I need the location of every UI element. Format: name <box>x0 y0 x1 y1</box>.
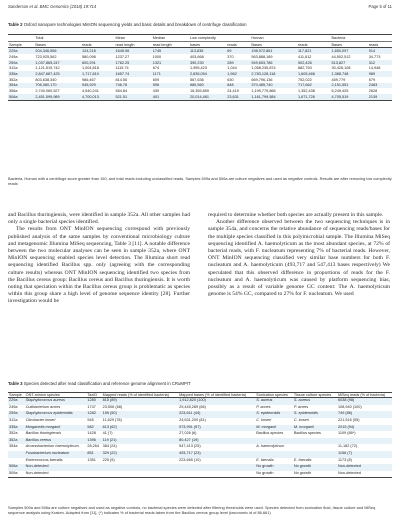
table-cell: Staphylococcus epidermidis <box>25 411 87 418</box>
table-cell: 259a <box>8 411 25 418</box>
table2-caption-text: Oxford nanopore technologies MinION sequencing yields and basic details and breakdown of centrifuge classification <box>22 22 247 27</box>
table-cell: 1115.74 <box>115 66 129 71</box>
table-cell: S. epidermidis <box>255 411 293 418</box>
table-cell: 1109 (86*) <box>338 431 356 436</box>
table-cell: 2,451,599,989 <box>34 94 81 100</box>
table-cell: 573,991 (57) <box>178 425 255 432</box>
table-cell: 547,413 (25) <box>179 444 201 449</box>
table2-body <box>8 48 392 100</box>
table-cell <box>255 451 293 458</box>
body-paragraph: required to determine whether both species are actually present in this sample. <box>208 212 384 218</box>
table2-column-header: Bases <box>34 41 81 48</box>
table-cell: 945,929 <box>81 83 115 89</box>
table-cell: 706,380,170 <box>34 83 81 89</box>
table-cell: 669,796,136 <box>251 77 273 82</box>
table-row <box>8 418 392 425</box>
table-cell: 2,151,551 <box>330 83 367 89</box>
table-cell: 1173 (8) <box>338 457 352 462</box>
header-page-number: Page 5 of 11 <box>368 4 392 9</box>
table-cell: 1237.27 <box>115 54 130 59</box>
table-cell: 1,199,779,866 <box>251 89 276 94</box>
table-cell: 1,671,726 <box>297 94 331 100</box>
table-cell: Fusobacterium nucleatum <box>25 451 87 458</box>
table-cell: 289 <box>226 60 250 66</box>
table-row <box>8 451 392 458</box>
table-cell: 1,352,438 <box>297 89 315 94</box>
table2-column-header: Bases <box>250 41 297 48</box>
table-cell: Non-detected <box>337 464 392 471</box>
table2-group-header-row <box>8 35 392 42</box>
table-cell: 29,445,289 (66) <box>179 404 206 409</box>
table-cell: 390,230 <box>189 60 226 66</box>
table-cell: 2,835,054 <box>189 71 226 77</box>
table-cell: 803,638,340 <box>35 77 57 82</box>
table-cell: 403,668 <box>189 54 204 59</box>
table2-column-header-row <box>8 41 392 48</box>
table-cell: 1,044 <box>227 66 237 71</box>
table2-column-header: Sample <box>8 41 34 48</box>
table-cell: 312 <box>368 60 392 66</box>
table-cell: 229a <box>8 48 34 54</box>
table-cell: 1282 <box>86 411 101 418</box>
table-cell <box>337 438 392 445</box>
table-cell: 502,426 <box>297 60 331 66</box>
table-cell: 752,022 <box>297 77 312 82</box>
table-cell: 30,426,108 <box>331 66 351 71</box>
table-cell: 259a <box>8 60 34 66</box>
table-cell: 506a <box>8 94 34 100</box>
table2-column-header: read length <box>114 41 151 48</box>
table-cell: 989 <box>368 71 392 77</box>
table-cell: 746.76 <box>114 83 151 89</box>
table-cell: 521.51 <box>114 94 151 100</box>
table-cell <box>293 444 337 451</box>
table-cell: No growth <box>293 464 337 471</box>
table-cell: 1,004,818 <box>81 66 99 71</box>
table-cell: 567,636 <box>189 77 204 82</box>
table-cell: 80,427 (19) <box>178 438 255 445</box>
table-cell: 4,700,013 <box>81 94 115 100</box>
table-cell <box>8 451 25 458</box>
table-cell: 600,291 <box>81 60 115 66</box>
table-cell: 352a <box>9 77 18 82</box>
table-cell: P. acnes <box>256 404 271 409</box>
table-cell: Arcanobacterium haemolyticum <box>25 444 79 449</box>
body-paragraph: Another difference observed between the two sequencing techniques is in sample 354a, and concerns the relative abundance of sequencing reads/bases for the multiple species classified in this polymicrobial sample. The Illumina MiSeq sequencing identified A. haemolyticum as the most abundant species, at 72% of bacterial reads, with F. nucleatum representing 7% of bacterial reads. However, ONT MinION sequencing classified very similar base numbers for both F. nucleatum and A. haemolyticum (493,717 and 547,413 bases respectively) We speculated that this observed difference in proportions of reads for the F. nucleatum and A. haemolyticum was caused by platform sequencing bias, possibly as a result of variable genome GC content: The A. haemolyticum genome is 54% GC, compared to 27% for F. nucleatum. We used <box>208 219 390 298</box>
table-cell: 108,940 (100) <box>338 404 362 409</box>
table-cell: 596 <box>152 83 189 89</box>
table-cell: 815 (89) <box>102 398 178 405</box>
table-cell: 352a <box>8 438 25 445</box>
table-cell: No growth <box>293 470 312 475</box>
table-cell: 354a <box>9 444 18 449</box>
table-cell: 2483 <box>368 83 392 89</box>
table-cell: 2,847,687,425 <box>34 71 81 77</box>
table-cell: 198,972,861 <box>250 48 297 54</box>
table-row <box>8 438 392 445</box>
table-row <box>8 458 392 465</box>
table-cell: 249a <box>9 404 18 409</box>
table-cell: 2,783,128,118 <box>250 71 297 77</box>
table-row <box>8 471 392 478</box>
table2-column-header: reads <box>81 41 115 48</box>
table-row <box>8 425 392 432</box>
table-cell: 2628 <box>368 89 378 94</box>
table-cell: Morganella morganii <box>25 425 87 432</box>
table3-column-header: MiSeq reads (% of bacteria) <box>337 393 392 398</box>
table-cell: 28,264 <box>87 444 100 449</box>
table-cell <box>102 464 178 471</box>
table-cell: Staphylococcus aureus <box>25 398 87 405</box>
table-cell: Citrobacter koseri <box>25 417 56 422</box>
table-cell: 23,631 <box>226 94 250 100</box>
table-cell: 221,516 (95) <box>338 417 360 422</box>
table-cell: 1,912,820 (100) <box>178 398 255 405</box>
table-cell: 506a <box>8 464 25 471</box>
table-cell: 493,717 (23) <box>178 451 255 458</box>
table-cell: 4,705,519 <box>330 94 367 100</box>
table-cell: 11,182 (72) <box>338 444 358 449</box>
table-cell <box>178 464 255 471</box>
table-cell: 354a <box>8 83 34 89</box>
table-cell: 914 <box>368 48 392 54</box>
table2-group-human: Human <box>250 35 330 42</box>
body-column-right <box>208 212 390 298</box>
table2-footnote: Bacteria, Human with a centrifuge score greater than 150, and total reads including unclassified reads. Samples 509a and 506a are culture negatives and used as negative controls. Results are after removing low complexity reads <box>8 176 392 186</box>
table2-group-bacteria: Bacteria <box>330 35 392 42</box>
table-cell: 986,467 <box>81 77 96 82</box>
table2-column-header: reads <box>226 41 250 48</box>
table-cell: S. aureus <box>255 398 293 405</box>
table-row <box>8 464 392 471</box>
table-cell: 401 <box>152 94 189 100</box>
table-cell: 223,665 (10) <box>179 457 201 462</box>
table-cell: 1,121,519,742 <box>35 66 60 71</box>
table-cell: 1,955,423 <box>189 66 207 71</box>
table3-column-header: TaxID <box>86 393 101 398</box>
table2-group-spacer <box>8 35 34 42</box>
table2-caption <box>8 22 392 27</box>
table-cell: M. morganii <box>255 425 293 432</box>
table-cell: S. aureus <box>293 398 337 405</box>
table-cell: 24,419 <box>227 89 239 94</box>
table-cell: 24,631,200 (81) <box>179 417 206 422</box>
table-cell: 27,026 (6) <box>179 431 197 436</box>
table-row <box>8 94 392 100</box>
table-cell: Bacillus cereus <box>25 438 87 445</box>
table-cell: 2015 (94) <box>337 425 392 432</box>
table-cell: 41 (7) <box>102 431 113 436</box>
table2-column-header: reads <box>368 41 392 48</box>
table-cell: 848 <box>226 83 250 89</box>
table-cell: M. morganii <box>293 425 337 432</box>
table2-caption-label: Table 2 <box>8 22 23 27</box>
table3-caption-label: Table 3 <box>8 381 23 386</box>
table-cell: 1645.06 <box>114 48 151 54</box>
table-cell: 155 (50) <box>102 411 178 418</box>
table-cell: 1745 <box>152 48 189 54</box>
table3-body <box>8 398 392 478</box>
table-cell: 1762.25 <box>114 60 151 66</box>
table-cell: 356a <box>9 89 18 94</box>
table-cell <box>178 471 255 478</box>
table-cell: 545 <box>87 417 94 422</box>
table-row <box>8 444 392 451</box>
table-cell: 335a <box>8 71 34 77</box>
table-cell: 229a <box>8 398 25 405</box>
table-cell: 124,218 <box>81 48 115 54</box>
table-cell: Bacillus species <box>256 431 284 436</box>
table-cell: 1,605,466 <box>297 71 331 77</box>
table-cell: 554.84 <box>115 89 128 94</box>
table-cell: 329 (22) <box>102 451 178 458</box>
table-cell: 1321 <box>152 60 189 66</box>
table-cell: 882,763 <box>297 66 312 71</box>
table3-caption-text: Species detected after read classification and reference genome alignment in CRuMPIT <box>22 381 191 386</box>
table-cell: 11,629 (78) <box>102 417 122 422</box>
table-cell: 717,662 <box>297 83 331 89</box>
table-cell: 2139 <box>368 94 392 100</box>
table-cell: 204,346,556 <box>34 48 81 54</box>
table-cell: Non-detected <box>25 470 49 475</box>
table-cell <box>102 471 178 478</box>
table-cell: 23,506 (68) <box>102 404 123 409</box>
table-cell: 225 (9) <box>102 457 115 462</box>
table-cell: 1657.74 <box>114 71 151 77</box>
table-cell: 1000 <box>152 54 162 59</box>
table-cell: 69 <box>226 48 250 54</box>
table-cell: 411,612 <box>297 54 312 59</box>
table-cell: 335a <box>8 425 25 432</box>
table-cell: 949,653,786 <box>250 60 297 66</box>
table-cell: 370,485,740 <box>250 83 297 89</box>
body-column-left <box>8 212 190 306</box>
table-cell: 1,962 <box>226 71 250 77</box>
table-cell <box>86 471 101 478</box>
body-paragraph: The results from ONT MinION sequencing correspond with previously published analysis of the same samples by conventional microbiology culture and metagenomic Illumina MiSeq sequencing, Table 3 [11]. A notable difference between the two molecular analyses can be seen in sample 352a, where ONT MinION sequencing enabled species level detection. The Illumina short read sequencing identified Bacillus spp. only (agreeing with the corresponding culture results) whereas ONT MinION sequencing identified two species from the Bacillus cereus group: Bacillus cereus and Bacillus thuringiensis. It is worth noting that speciation within the Bacillus cereus group is problematic as species within this group share a high level of genome sequence identity [28]. Further investigation would be <box>8 226 190 305</box>
table-cell <box>255 438 293 445</box>
table-cell: 814.55 <box>115 77 128 82</box>
table-cell: 579 <box>368 77 376 82</box>
table3-column-header: Mapped reads (% of identified bacteria) <box>102 393 178 398</box>
table-cell: 1747 <box>87 404 96 409</box>
table-cell: C. koseri <box>293 417 309 422</box>
table-cell: 680,560 <box>189 83 226 89</box>
table-row <box>8 411 392 418</box>
table-cell: Non-detected <box>25 464 87 471</box>
table-cell: 6,249,425 <box>331 89 349 94</box>
table-cell: 1396 <box>86 438 101 445</box>
table-cell: 119 (21) <box>102 438 178 445</box>
table-cell: 609 <box>152 77 160 82</box>
table-cell: 630 <box>227 77 234 82</box>
table-cell: Bacillus species <box>293 431 321 436</box>
table3-column-header: Mapped bases (% of identified bacteria) <box>178 393 255 398</box>
table-cell: 370 <box>227 54 234 59</box>
table-cell: No growth <box>255 464 293 471</box>
table-cell <box>8 458 25 465</box>
table-cell: 223,611 (44) <box>178 411 255 418</box>
table2-group-low-complexity: Low complexity <box>189 35 250 42</box>
table2-group-mean: Mean <box>114 35 151 42</box>
table3-caption <box>8 381 392 386</box>
table-cell <box>293 438 337 445</box>
table-cell: 1171 <box>152 71 189 77</box>
table-cell: 14,948 <box>368 66 381 71</box>
table-cell: 1,650,097 <box>330 48 367 54</box>
table-cell: 613 (62) <box>102 425 178 432</box>
table-cell: A. haemolyticum <box>256 444 285 449</box>
table-cell: 1,388,748 <box>330 71 367 77</box>
table-row <box>8 431 392 438</box>
table2-column-header: read length <box>152 41 189 48</box>
header-citation: Sanderson et al. BMC Genomics (2018) 19:714 <box>8 4 97 9</box>
table-cell: E. faecalis <box>293 457 312 462</box>
table-cell: 312a <box>9 417 18 422</box>
table-cell: 459,779 <box>331 77 346 82</box>
table-cell: 6038 (98) <box>337 398 392 405</box>
table2-group-total: Total <box>34 35 114 42</box>
body-paragraph: and Bacillus thuringiensis, were identified in sample 352a. All other samples had only a single bacterial species identified. <box>8 212 190 226</box>
table-cell: 352a <box>9 431 18 436</box>
table-cell: 34,773 <box>368 54 381 59</box>
table-cell: 749 (86) <box>337 411 392 418</box>
table-cell: 674 <box>152 66 160 71</box>
table-cell: 1,161,799,584 <box>250 94 297 100</box>
table3-column-header: Sonication species <box>255 393 293 398</box>
table-cell: P. acnes <box>293 404 309 409</box>
table-cell: 1,717,810 <box>81 71 115 77</box>
table-cell: 249a <box>9 54 18 59</box>
table-cell: 384 (24) <box>102 444 117 449</box>
table-cell: S. epidermidis <box>293 411 337 418</box>
table3-column-header: ONT-minion species <box>25 393 87 398</box>
table2-column-header: reads <box>297 41 331 48</box>
table-cell: 1280 <box>86 398 101 405</box>
table2-sequencing-yields <box>8 34 392 101</box>
table-cell: Non-detected <box>338 470 361 475</box>
table-cell: 513,827 <box>330 60 367 66</box>
table-cell: 723,925,562 <box>35 54 57 59</box>
table-cell: 113,836 <box>189 48 226 54</box>
table-cell: 1156 (7) <box>337 451 392 458</box>
table3-footnote: Samples 509a and 506a are culture negatives and used as negative controls, no bacterial species were detected after filtering thresholds were used. Species detected from sonication fluid, tissue culture and MiSeq sequence analysis using Kraken. Adapted from [11], (*) indicates % of bacterial reads taken from the Bacillus cereus group level (taxonomic id of 86,661) <box>8 505 376 515</box>
table-cell: Enterococcus faecalis <box>25 457 63 462</box>
table-cell: 1428 <box>87 431 96 436</box>
table-cell: 1351 <box>87 457 96 462</box>
table-cell: 44,502,512 <box>331 54 351 59</box>
table-cell: 2,740,060,527 <box>35 89 60 94</box>
table-cell: 20,014,461 <box>189 94 226 100</box>
table-cell: Bacillus thuringiensis <box>25 431 62 436</box>
table2-column-header: Bases <box>330 41 367 48</box>
table-cell: Cutibacterium acnes <box>25 404 61 409</box>
table3-column-header: Tissue culture species <box>293 393 337 398</box>
table3-column-header: Sample <box>8 393 25 398</box>
table-cell: 851 <box>86 451 101 458</box>
table-row <box>8 405 392 412</box>
table2-group-median: Median <box>152 35 189 42</box>
table-cell: 439 <box>152 89 160 94</box>
table-cell: 580,098 <box>81 54 96 59</box>
table-cell: 582 <box>86 425 101 432</box>
table-row <box>8 398 392 405</box>
table-cell: C. koseri <box>256 417 272 422</box>
table-cell: 312a <box>9 66 18 71</box>
table-cell: E. faecalis <box>256 457 274 462</box>
table-cell: 117,821 <box>297 48 331 54</box>
table-cell: 1,058,235,874 <box>251 66 276 71</box>
table-cell: 4,540,241 <box>81 89 99 94</box>
table-cell: 16,355,859 <box>189 89 209 94</box>
table-cell: 563,888,189 <box>251 54 273 59</box>
table-cell <box>86 464 101 471</box>
table-cell: No growth <box>256 470 274 475</box>
table-cell: 509a <box>9 470 18 475</box>
table-cell: 1,037,865,247 <box>34 60 81 66</box>
table3-species-detected <box>8 392 392 478</box>
table-cell <box>293 451 337 458</box>
table2-column-header: bases <box>189 41 226 48</box>
